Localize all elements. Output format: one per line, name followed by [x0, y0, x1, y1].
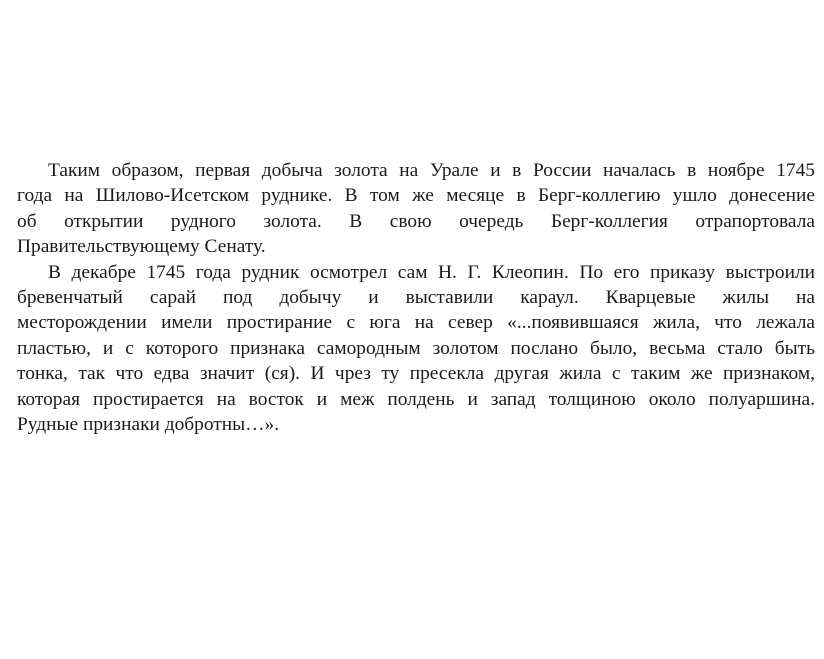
paragraph [17, 158, 815, 260]
text-line: пластью, и с которого признака самородным золотом послано было, весьма стало быть [17, 337, 815, 359]
text-line: об открытии рудного золота. В свою очередь Берг-коллегия отрапортовала [17, 210, 815, 232]
text-line: тонка, так что едва значит (ся). И чрез ту пресекла другая жила с таким же признаком, [17, 363, 815, 385]
text-line: В декабре 1745 года рудник осмотрел сам Н. Г. Клеопин. По его приказу выстроили [48, 261, 815, 283]
text-body [17, 158, 815, 437]
text-line: месторождении имели простирание с юга на север «...появившаяся жила, что лежала [17, 312, 815, 334]
text-line: которая простирается на восток и меж полдень и запад толщиною около полуаршина. [17, 388, 815, 410]
paragraph [17, 260, 815, 438]
text-line: года на Шилово-Исетском руднике. В том же месяце в Берг-коллегию ушло донесение [17, 185, 815, 207]
text-line: бревенчатый сарай под добычу и выставили караул. Кварцевые жилы на [17, 286, 815, 308]
text-line: Таким образом, первая добыча золота на Урале и в России началась в ноябре 1745 [48, 160, 815, 181]
text-line: Рудные признаки добротны…». [17, 413, 280, 435]
text-line: Правительствующему Сенату. [17, 236, 266, 258]
